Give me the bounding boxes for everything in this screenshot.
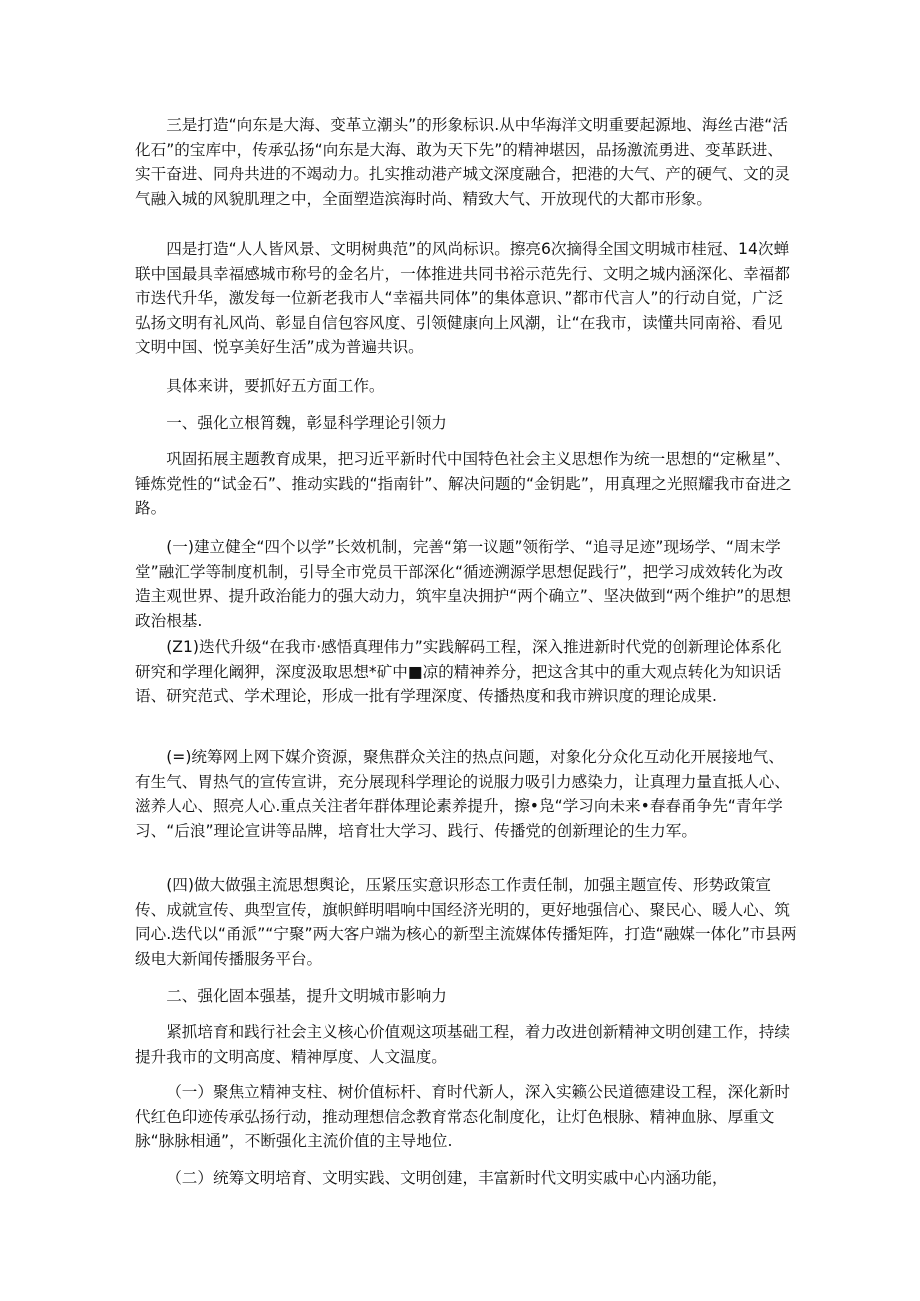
paragraph-civ-item-2 <box>135 1166 797 1191</box>
paragraph: (=)统筹网上网下媒介资源，聚焦群众关注的热点问题，对象化分众化互动化开展接地气、有生气、胃热气的宣传宣讲，充分展现科学理论的说服力吸引力感染力，让真理力量直抵人心、滋养人心、照亮人心.重点关注者年群体理论素养提升，擦•凫“学习向未来•春春甬争先“青年学习、“后浪”理论宣讲等品牌，培育壮大学习、践行、传播党的创新理论的生力军。 <box>135 748 790 840</box>
section-heading-2 <box>135 984 797 1009</box>
paragraph: (Z1)迭代升级“在我市·感悟真理伟力”实践解码工程，深入推进新时代党的创新理论体系化研究和学理化阚狎，深度汲取思想*矿中■凉的精神养分，把这含其中的重大观点转化为知识话语、研究范式、学术理论，形成一批有学理深度、传播热度和我市辨识度的理论成果. <box>135 638 782 705</box>
paragraph: (四)做大做强主流思想舆论，压紧压实意识形态工作责任制，加强主题宣传、形势政策宣传、成就宣传、典型宣传，旗帜鲜明唱响中国经济光明的，更好地强信心、聚民心、暖人心、筑同心.迭代以“甬派”“宁聚”两大客户端为核心的新型主流媒体传播矩阵，打造“融媒一体化”市县两级电大新闻传播服务平台。 <box>135 876 797 968</box>
section-heading: 二、强化固本强基，提升文明城市影响力 <box>166 987 447 1005</box>
paragraph-civilization <box>135 1020 797 1069</box>
paragraph: 三是打造“向东是大海、变革立潮头”的形象标识.从中华海洋文明重要起源地、海丝古港“活化石”的宝库中，传承弘扬“向东是大海、敢为天下先”的精神堪因，品扬激流勇进、变革跃进、实干奋进、同舟共进的不竭动力。扎实推动港产城文深度融合，把港的大气、产的硬气、文的灵气融入城的风貌肌理之中，全面塑造滨海时尚、精致大气、开放现代的大都市形象。 <box>135 116 790 208</box>
paragraph-consolidate <box>135 447 797 521</box>
section-heading-1 <box>135 411 797 436</box>
paragraph-intro <box>135 374 797 399</box>
paragraph: 四是打造“人人皆风景、文明树典范”的风尚标识。擦亮6次摘得全国文明城市桂冠、14次蝉联中国最具幸福感城市称号的金名片，一体推进共同书裕示范先行、文明之城内涵深化、幸福都市迭代升华，激发每一位新老我市人“幸福共同体”的集体意识、”都市代言人”的行动自觉，广泛弘扬文明有礼风尚、彰显自信包容风度、引领健康向上风潮，让“在我市，读懂共同南裕、看见文明中国、悦享美好生活”成为普遍共识。 <box>135 240 790 356</box>
paragraph-item-4 <box>135 873 797 971</box>
paragraph: 巩固拓展主题教育成果，把习近平新时代中国特色社会主义思想作为统一思想的“定楸星”、锤炼党性的“试金石”、推动实践的“指南针”、解决问题的“金钥匙”，用真理之光照耀我市奋进之路。 <box>135 450 792 517</box>
paragraph-item-3 <box>135 745 797 843</box>
paragraph: （一）聚焦立精神支柱、树价值标杆、育时代新人，深入实籁公民道德建设工程，深化新时代红色印迹传承弘扬行动，推动理想信念教育常态化制度化，让灯色根脉、精神血脉、厚重文脉“脉脉相通”，不断强化主流价值的主导地位. <box>135 1083 790 1150</box>
paragraph: 紧抓培育和践行社会主义核心价值观这项基础工程，着力改进创新精神文明创建工作，持续提升我市的文明高度、精神厚度、人文温度。 <box>135 1023 790 1066</box>
paragraph: (一)建立健全“四个以学”长效机制，完善“第一议题”领衔学、“追寻足迹”现场学、“周末学堂”融汇学等制度机制，引导全市党员干部深化“循迹溯源学思想促践行”，把学习成效转化为改造主观世界、提升政治能力的强大动力，筑牢皇决拥护“两个确立”、坚决做到“两个维护”的思想政治根基. <box>135 538 792 630</box>
paragraph-item-2 <box>135 635 797 709</box>
paragraph: （二）统筹文明培育、文明实践、文明创建，丰富新时代文明实戚中心内涵功能， <box>166 1169 728 1187</box>
paragraph-item-1 <box>135 535 797 633</box>
paragraph-image-identity <box>135 113 797 211</box>
paragraph-civ-item-1 <box>135 1080 797 1154</box>
section-heading: 一、强化立根筲魏，彰显科学理论引领力 <box>166 414 447 432</box>
paragraph-style-identity <box>135 237 797 360</box>
paragraph: 具体来讲，要抓好五方面工作。 <box>166 377 385 395</box>
